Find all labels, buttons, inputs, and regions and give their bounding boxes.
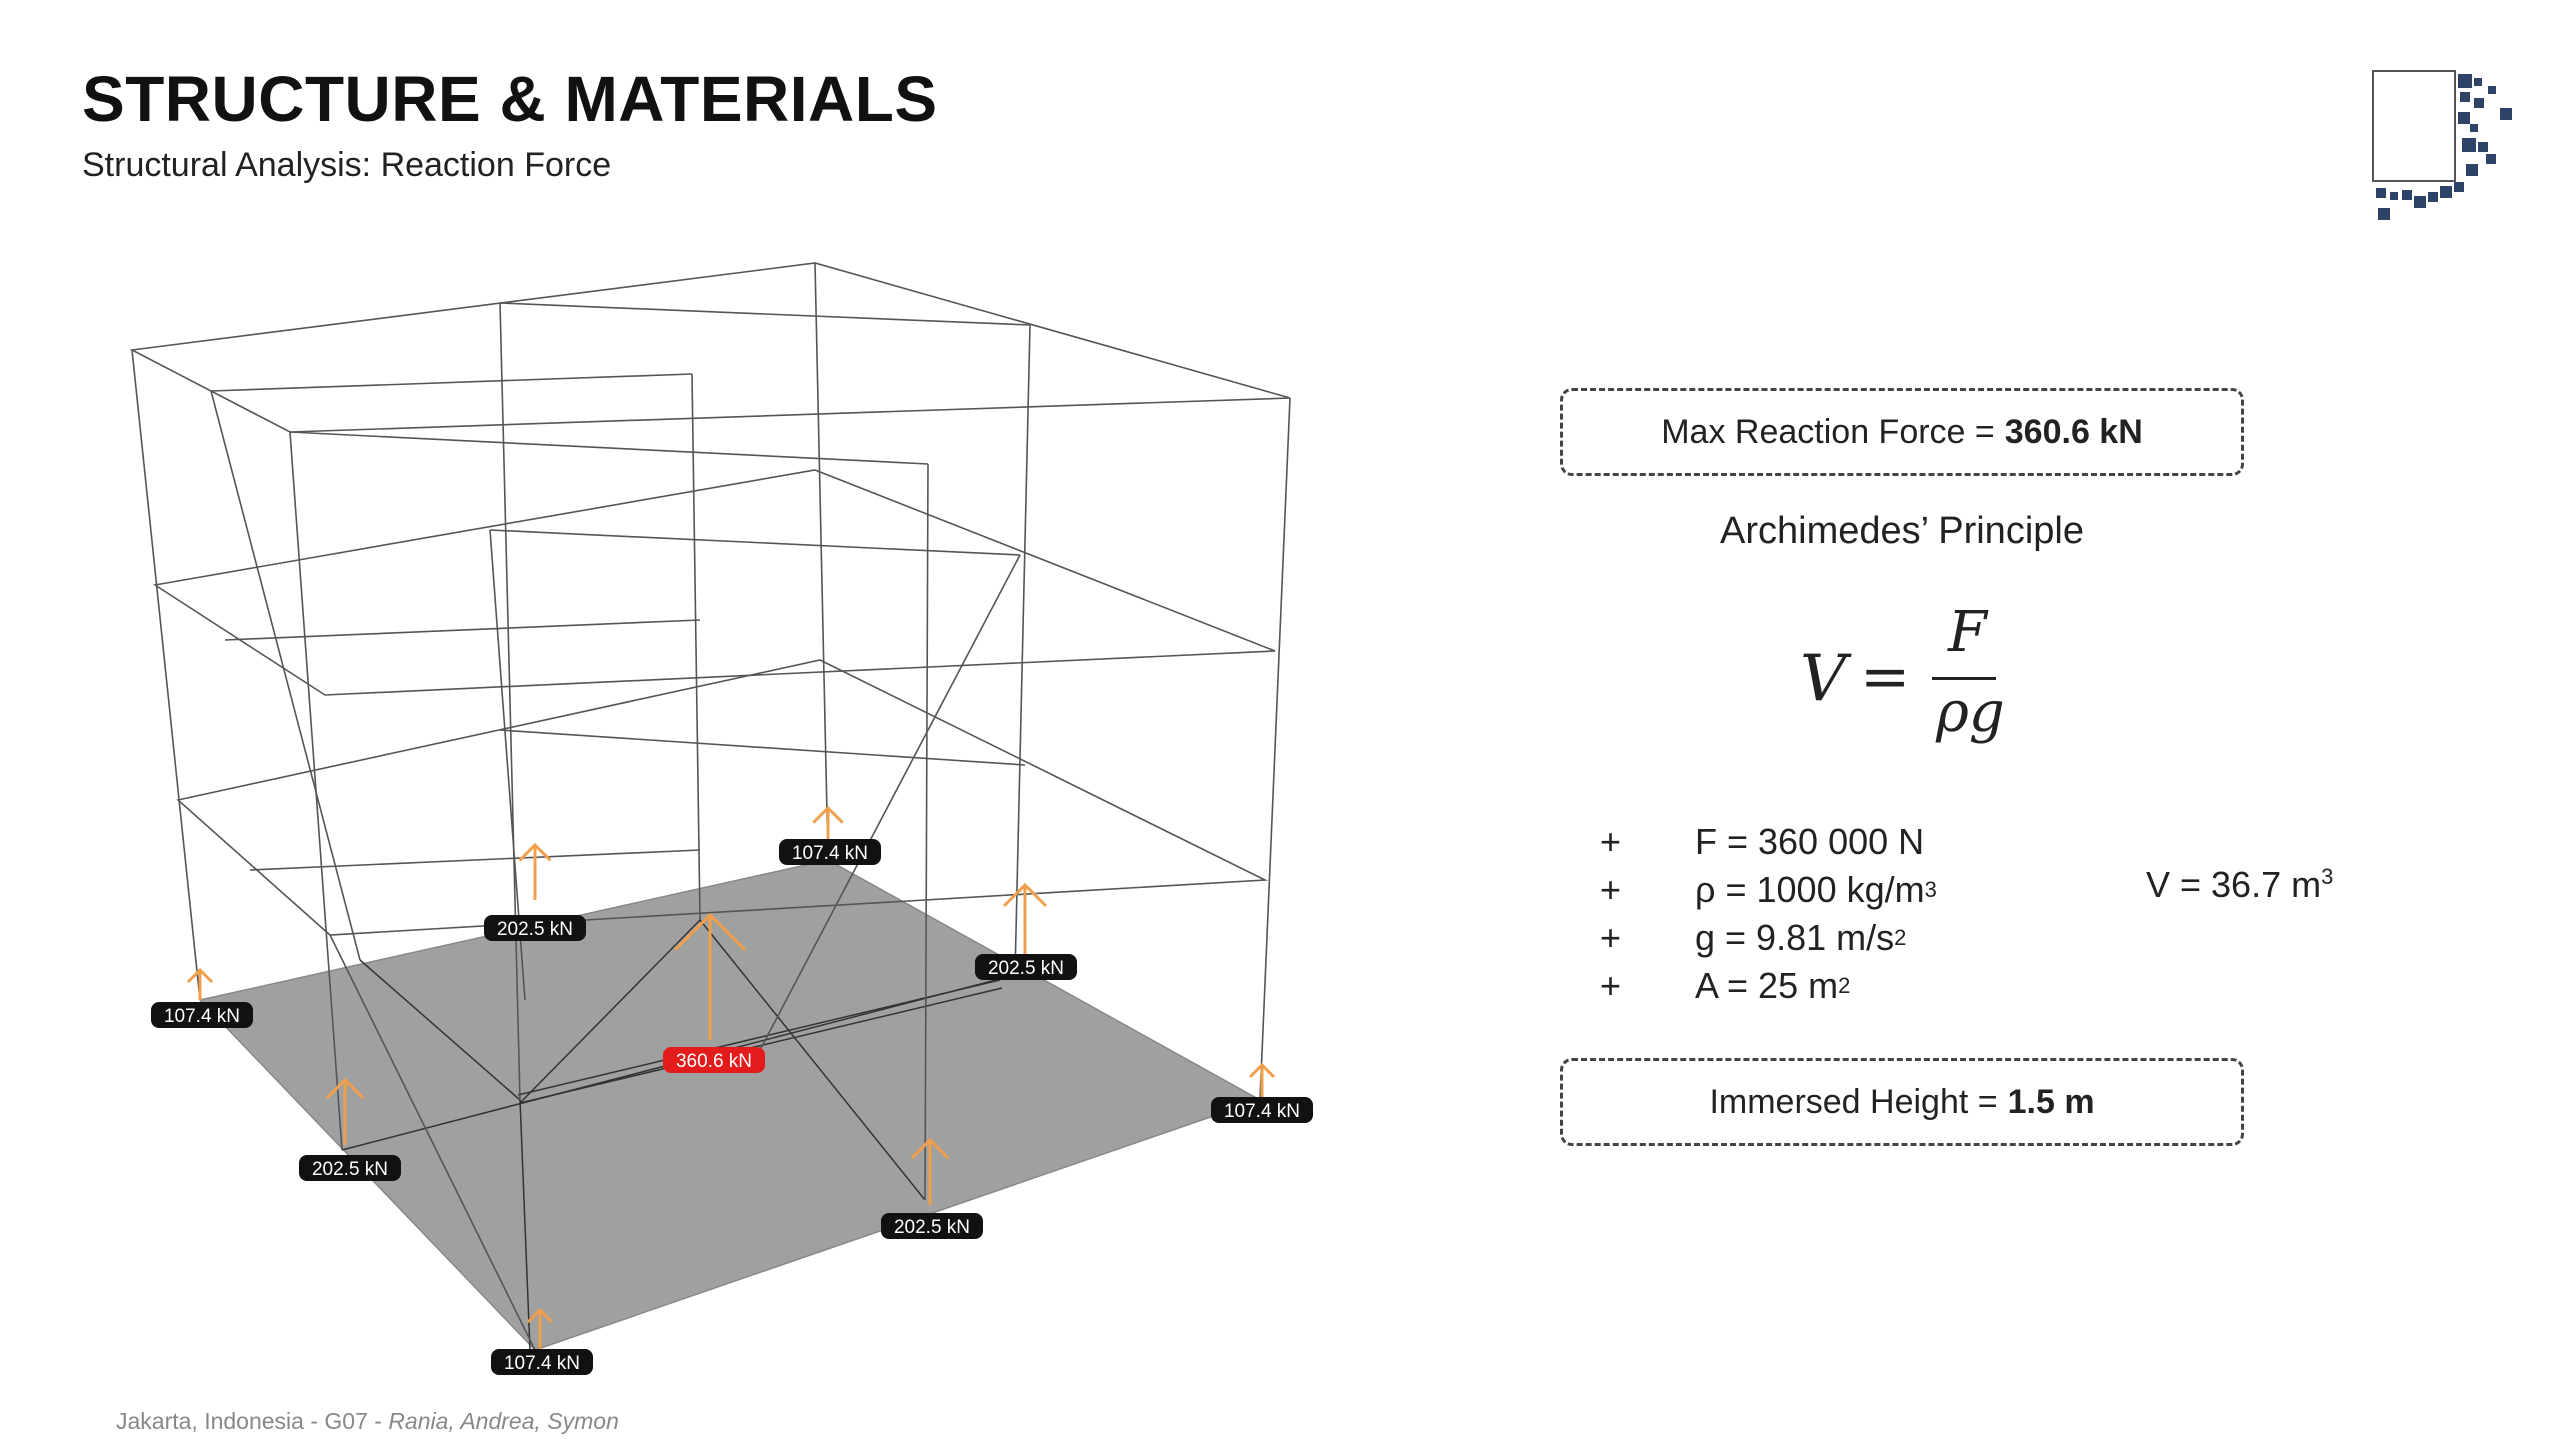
- footer-credits: [116, 1408, 619, 1435]
- volume-result-exponent: 3: [2321, 864, 2334, 889]
- volume-result-text: V = 36.7 m: [2146, 864, 2322, 905]
- page-title: STRUCTURE & MATERIALS: [82, 63, 938, 135]
- reaction-force-label: 107.4 kN: [503, 1353, 581, 1374]
- volume-formula: [1790, 590, 2030, 760]
- max-reaction-box: [1560, 388, 2244, 476]
- footer-location: Jakarta, Indonesia - G07 -: [116, 1408, 389, 1434]
- variable-item: [1600, 914, 1937, 962]
- reaction-force-label: 202.5 kN: [496, 919, 574, 940]
- immersed-height-box: [1560, 1058, 2244, 1146]
- bullet-plus-icon: +: [1600, 869, 1622, 910]
- formula-equals: =: [1860, 642, 1911, 712]
- max-reaction-label: Max Reaction Force =: [1661, 412, 1995, 451]
- variable-item: [1600, 962, 1937, 1010]
- formula-lhs: V: [1800, 642, 1847, 716]
- variable-item: [1600, 818, 1937, 866]
- formula-numerator: F: [1948, 600, 1987, 665]
- reaction-force-marker: [779, 808, 881, 865]
- variable-text: A = 25 m: [1695, 965, 1839, 1006]
- variable-exponent: 2: [1894, 925, 1907, 950]
- variable-exponent: 2: [1838, 973, 1851, 998]
- reaction-force-label: 107.4 kN: [1223, 1101, 1301, 1122]
- reaction-force-label: 360.6 kN: [675, 1051, 753, 1072]
- immersed-height-label: Immersed Height =: [1709, 1082, 1998, 1121]
- bullet-plus-icon: +: [1600, 917, 1622, 958]
- variables-list: [1600, 818, 1937, 1010]
- variable-exponent: 3: [1924, 877, 1937, 902]
- footer-authors: Rania, Andrea, Symon: [388, 1408, 619, 1434]
- page-subtitle: Structural Analysis: Reaction Force: [82, 146, 612, 184]
- max-reaction-value: 360.6 kN: [2004, 412, 2143, 451]
- reaction-force-marker: [975, 885, 1077, 980]
- variable-text: g = 9.81 m/s: [1695, 917, 1895, 958]
- volume-result: [2146, 864, 2333, 906]
- formula-denominator: ρg: [1936, 680, 2005, 745]
- principle-title: Archimedes’ Principle: [1720, 510, 2084, 552]
- reaction-force-label: 107.4 kN: [791, 843, 869, 864]
- pixel-logo-icon: [2370, 68, 2530, 233]
- reaction-force-label: 202.5 kN: [311, 1159, 389, 1180]
- bullet-plus-icon: +: [1600, 965, 1622, 1006]
- variable-item: [1600, 866, 1937, 914]
- immersed-height-value: 1.5 m: [2007, 1082, 2095, 1121]
- variable-text: F = 360 000 N: [1695, 821, 1925, 862]
- reaction-force-label: 107.4 kN: [163, 1006, 241, 1027]
- variable-text: ρ = 1000 kg/m: [1695, 869, 1925, 910]
- bullet-plus-icon: +: [1600, 821, 1622, 862]
- reaction-force-label: 202.5 kN: [987, 958, 1065, 979]
- reaction-force-label: 202.5 kN: [893, 1217, 971, 1238]
